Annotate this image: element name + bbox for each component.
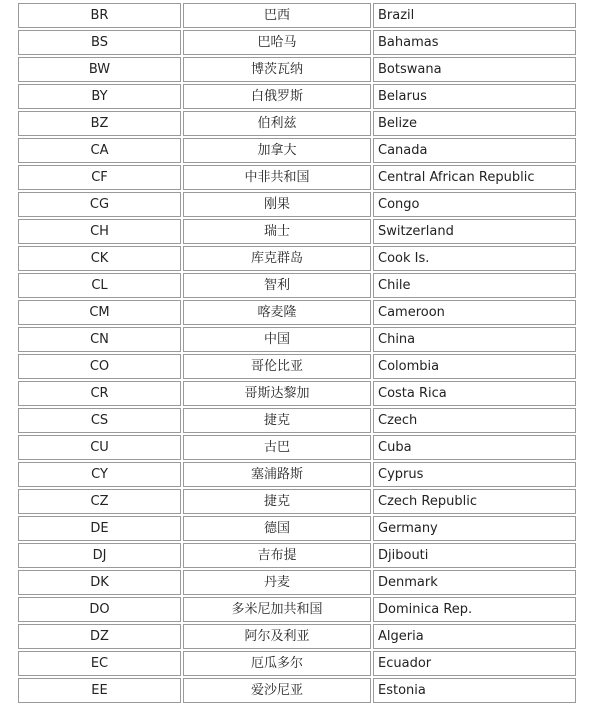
- table-row: [18, 651, 576, 676]
- chinese-name-cell: 加拿大: [183, 138, 371, 163]
- chinese-name-cell: 哥伦比亚: [183, 354, 371, 379]
- chinese-name-cell: 丹麦: [183, 570, 371, 595]
- table-row: [18, 192, 576, 217]
- chinese-name-cell: 瑞士: [183, 219, 371, 244]
- country-code-cell: EC: [18, 651, 181, 676]
- table-row: [18, 543, 576, 568]
- country-code-table: [16, 1, 578, 705]
- country-code-cell: DO: [18, 597, 181, 622]
- chinese-name-cell: 白俄罗斯: [183, 84, 371, 109]
- chinese-name-cell: 古巴: [183, 435, 371, 460]
- country-code-cell: DK: [18, 570, 181, 595]
- country-code-table-body: [18, 3, 576, 703]
- table-row: [18, 435, 576, 460]
- country-code-cell: CL: [18, 273, 181, 298]
- english-name-cell: Central African Republic: [373, 165, 576, 190]
- country-code-cell: CH: [18, 219, 181, 244]
- table-row: [18, 381, 576, 406]
- english-name-cell: Ecuador: [373, 651, 576, 676]
- table-row: [18, 624, 576, 649]
- table-row: [18, 300, 576, 325]
- english-name-cell: Congo: [373, 192, 576, 217]
- table-row: [18, 165, 576, 190]
- table-row: [18, 408, 576, 433]
- chinese-name-cell: 中国: [183, 327, 371, 352]
- table-row: [18, 462, 576, 487]
- chinese-name-cell: 智利: [183, 273, 371, 298]
- chinese-name-cell: 巴西: [183, 3, 371, 28]
- country-code-cell: DE: [18, 516, 181, 541]
- chinese-name-cell: 厄瓜多尔: [183, 651, 371, 676]
- table-row: [18, 57, 576, 82]
- chinese-name-cell: 伯利兹: [183, 111, 371, 136]
- table-row: [18, 30, 576, 55]
- english-name-cell: Germany: [373, 516, 576, 541]
- chinese-name-cell: 爱沙尼亚: [183, 678, 371, 703]
- english-name-cell: Bahamas: [373, 30, 576, 55]
- country-code-cell: EE: [18, 678, 181, 703]
- table-row: [18, 273, 576, 298]
- english-name-cell: Cyprus: [373, 462, 576, 487]
- chinese-name-cell: 捷克: [183, 489, 371, 514]
- chinese-name-cell: 多米尼加共和国: [183, 597, 371, 622]
- english-name-cell: Chile: [373, 273, 576, 298]
- chinese-name-cell: 德国: [183, 516, 371, 541]
- country-code-cell: CS: [18, 408, 181, 433]
- chinese-name-cell: 塞浦路斯: [183, 462, 371, 487]
- english-name-cell: Colombia: [373, 354, 576, 379]
- country-code-cell: CR: [18, 381, 181, 406]
- country-code-cell: CO: [18, 354, 181, 379]
- english-name-cell: Switzerland: [373, 219, 576, 244]
- chinese-name-cell: 博茨瓦纳: [183, 57, 371, 82]
- english-name-cell: Czech Republic: [373, 489, 576, 514]
- chinese-name-cell: 捷克: [183, 408, 371, 433]
- country-code-cell: BZ: [18, 111, 181, 136]
- chinese-name-cell: 喀麦隆: [183, 300, 371, 325]
- english-name-cell: Cameroon: [373, 300, 576, 325]
- english-name-cell: Brazil: [373, 3, 576, 28]
- chinese-name-cell: 巴哈马: [183, 30, 371, 55]
- english-name-cell: Cook Is.: [373, 246, 576, 271]
- english-name-cell: Belize: [373, 111, 576, 136]
- table-row: [18, 138, 576, 163]
- country-code-cell: CM: [18, 300, 181, 325]
- country-code-cell: CY: [18, 462, 181, 487]
- table-row: [18, 84, 576, 109]
- chinese-name-cell: 哥斯达黎加: [183, 381, 371, 406]
- chinese-name-cell: 中非共和国: [183, 165, 371, 190]
- table-row: [18, 516, 576, 541]
- english-name-cell: Denmark: [373, 570, 576, 595]
- chinese-name-cell: 阿尔及利亚: [183, 624, 371, 649]
- country-code-cell: BR: [18, 3, 181, 28]
- country-code-cell: CF: [18, 165, 181, 190]
- country-code-cell: CZ: [18, 489, 181, 514]
- chinese-name-cell: 吉布提: [183, 543, 371, 568]
- country-code-cell: BY: [18, 84, 181, 109]
- country-code-cell: BW: [18, 57, 181, 82]
- english-name-cell: Djibouti: [373, 543, 576, 568]
- english-name-cell: Dominica Rep.: [373, 597, 576, 622]
- country-code-cell: CN: [18, 327, 181, 352]
- country-code-cell: CG: [18, 192, 181, 217]
- english-name-cell: Algeria: [373, 624, 576, 649]
- table-row: [18, 246, 576, 271]
- country-code-cell: DJ: [18, 543, 181, 568]
- english-name-cell: Estonia: [373, 678, 576, 703]
- table-row: [18, 111, 576, 136]
- table-row: [18, 354, 576, 379]
- english-name-cell: Costa Rica: [373, 381, 576, 406]
- english-name-cell: Canada: [373, 138, 576, 163]
- english-name-cell: Czech: [373, 408, 576, 433]
- english-name-cell: China: [373, 327, 576, 352]
- country-code-cell: DZ: [18, 624, 181, 649]
- english-name-cell: Botswana: [373, 57, 576, 82]
- table-row: [18, 327, 576, 352]
- english-name-cell: Belarus: [373, 84, 576, 109]
- country-code-cell: CK: [18, 246, 181, 271]
- table-row: [18, 570, 576, 595]
- english-name-cell: Cuba: [373, 435, 576, 460]
- table-row: [18, 219, 576, 244]
- country-code-cell: CU: [18, 435, 181, 460]
- table-row: [18, 489, 576, 514]
- table-row: [18, 678, 576, 703]
- chinese-name-cell: 刚果: [183, 192, 371, 217]
- table-row: [18, 3, 576, 28]
- country-code-cell: BS: [18, 30, 181, 55]
- chinese-name-cell: 库克群岛: [183, 246, 371, 271]
- country-code-cell: CA: [18, 138, 181, 163]
- table-row: [18, 597, 576, 622]
